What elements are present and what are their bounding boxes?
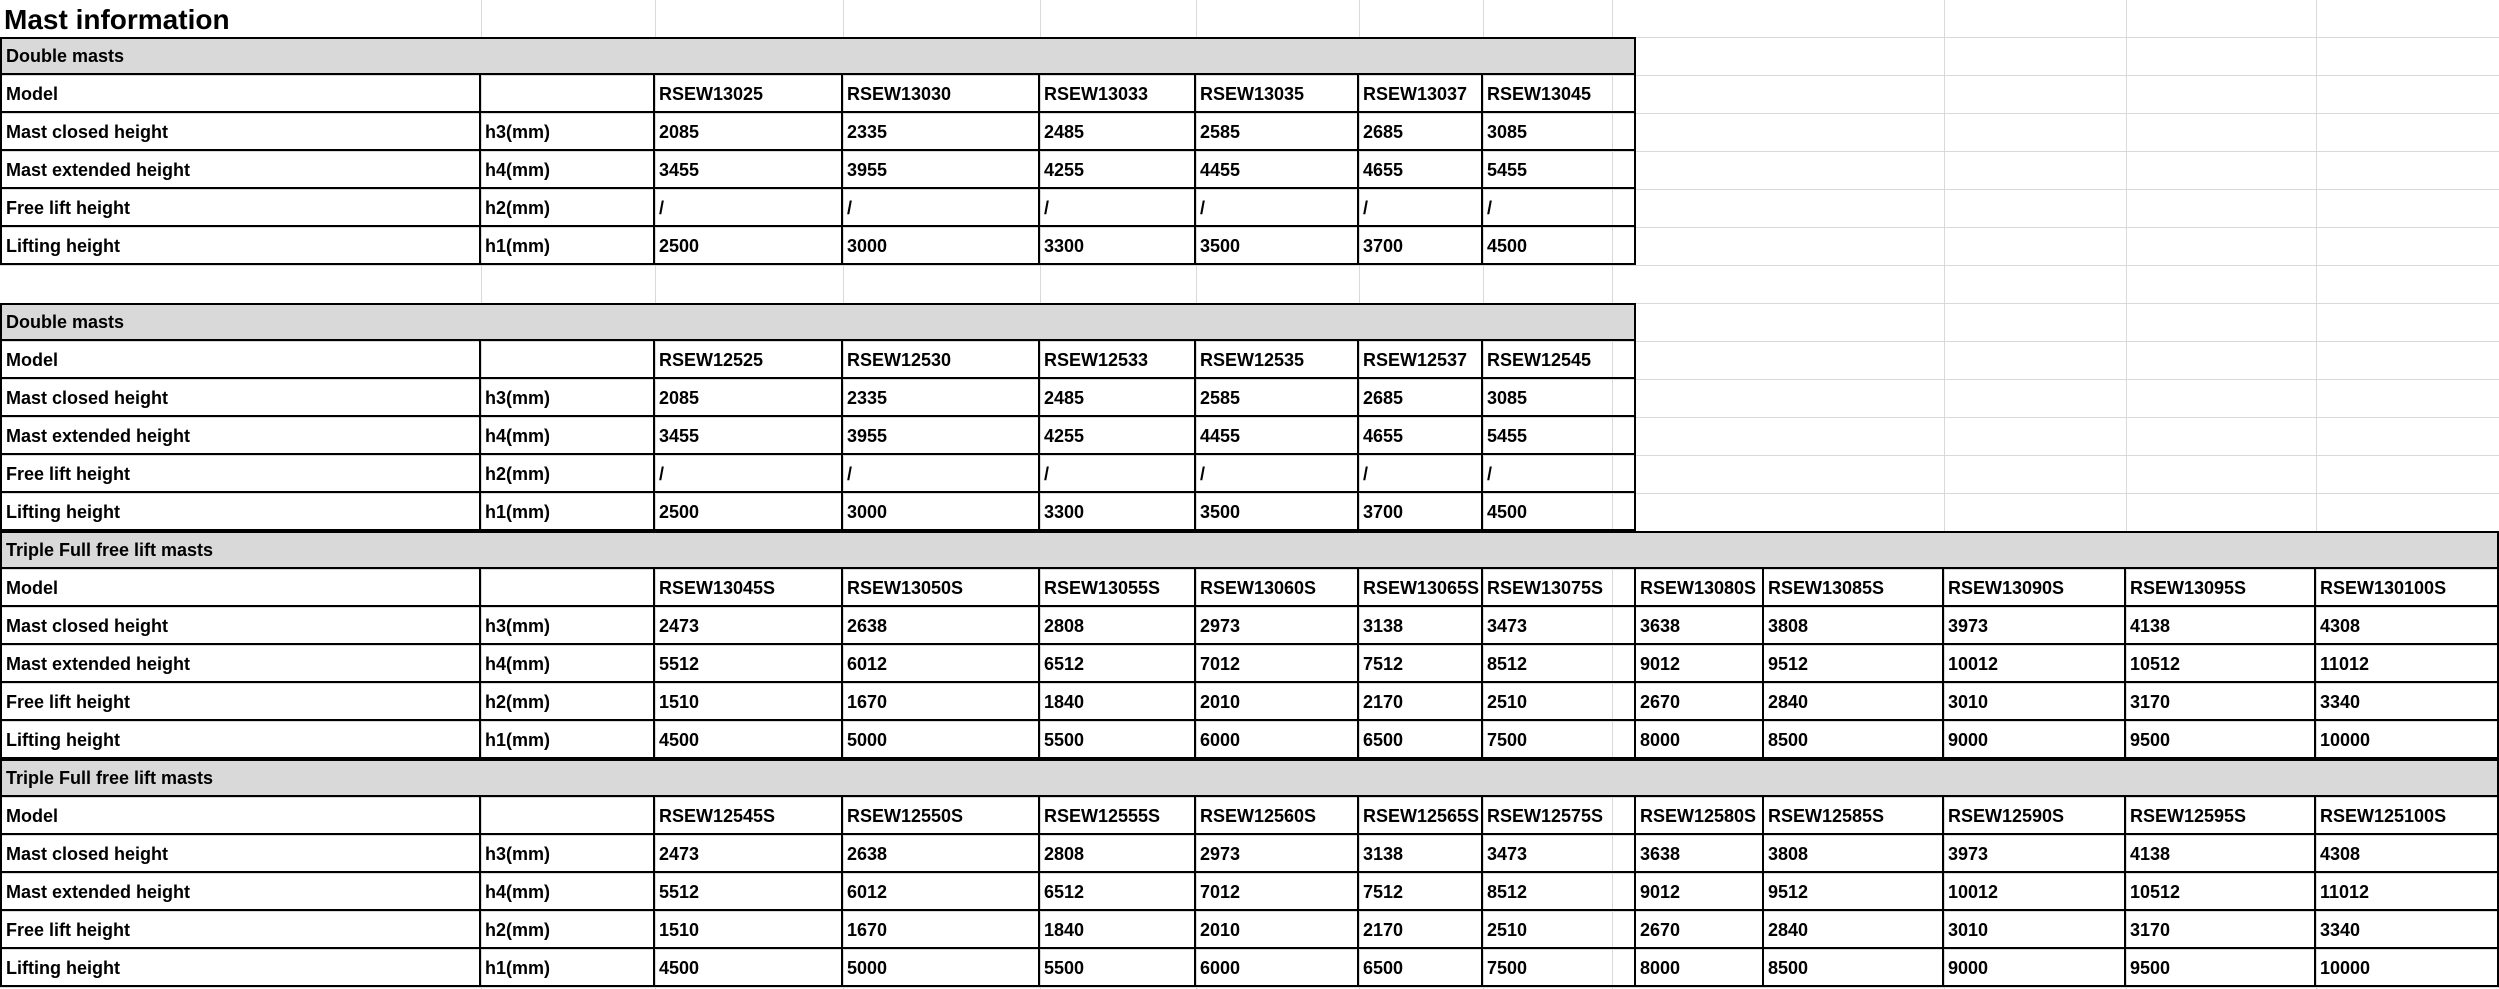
gridline-horizontal xyxy=(0,265,2499,266)
value-cell[interactable]: 3340 xyxy=(2316,911,2499,949)
value-cell[interactable]: 5512 xyxy=(655,873,843,911)
value-cell[interactable]: 10512 xyxy=(2126,873,2316,911)
row-label[interactable]: Mast extended height xyxy=(0,151,481,189)
value-cell[interactable]: 9000 xyxy=(1944,721,2126,759)
value-cell[interactable]: 4308 xyxy=(2316,835,2499,873)
model-header-cell[interactable]: RSEW13030 xyxy=(843,75,1040,113)
value-cell[interactable]: 2510 xyxy=(1483,683,1636,721)
model-header-cell[interactable]: RSEW13033 xyxy=(1040,75,1196,113)
model-header-cell[interactable]: RSEW12530 xyxy=(843,341,1040,379)
unit-symbol-cell[interactable]: h1(mm) xyxy=(481,949,655,987)
value-cell[interactable]: 3000 xyxy=(843,227,1040,265)
row-label[interactable]: Mast extended height xyxy=(0,873,481,911)
value-cell[interactable]: 6512 xyxy=(1040,645,1196,683)
value-cell[interactable]: 3700 xyxy=(1359,227,1483,265)
value-cell[interactable]: 7012 xyxy=(1196,645,1359,683)
value-cell[interactable]: 5000 xyxy=(843,721,1040,759)
row-label[interactable]: Free lift height xyxy=(0,911,481,949)
value-cell[interactable]: 11012 xyxy=(2316,873,2499,911)
value-cell[interactable]: 3000 xyxy=(843,493,1040,531)
unit-symbol-cell[interactable] xyxy=(481,75,655,113)
value-cell[interactable]: 4138 xyxy=(2126,607,2316,645)
row-label[interactable]: Lifting height xyxy=(0,227,481,265)
value-cell[interactable]: 3473 xyxy=(1483,607,1636,645)
row-label[interactable]: Mast closed height xyxy=(0,379,481,417)
value-cell[interactable]: 2638 xyxy=(843,835,1040,873)
value-cell[interactable]: / xyxy=(1359,455,1483,493)
value-cell[interactable]: 2973 xyxy=(1196,607,1359,645)
value-cell[interactable]: 2840 xyxy=(1764,911,1944,949)
value-cell[interactable]: 7500 xyxy=(1483,721,1636,759)
model-row-label[interactable]: Model xyxy=(0,797,481,835)
value-cell[interactable]: 1670 xyxy=(843,911,1040,949)
value-cell[interactable]: 10000 xyxy=(2316,949,2499,987)
value-cell[interactable]: 3455 xyxy=(655,417,843,455)
model-row-label[interactable]: Model xyxy=(0,341,481,379)
model-header-cell[interactable]: RSEW13090S xyxy=(1944,569,2126,607)
unit-symbol-cell[interactable]: h4(mm) xyxy=(481,151,655,189)
unit-symbol-cell[interactable]: h1(mm) xyxy=(481,227,655,265)
section-heading[interactable]: Double masts xyxy=(0,37,1636,75)
value-cell[interactable]: 3973 xyxy=(1944,607,2126,645)
value-cell[interactable]: 1510 xyxy=(655,911,843,949)
value-cell[interactable]: 5455 xyxy=(1483,417,1636,455)
model-header-cell[interactable]: RSEW130100S xyxy=(2316,569,2499,607)
model-row-label[interactable]: Model xyxy=(0,75,481,113)
value-cell[interactable]: 10512 xyxy=(2126,645,2316,683)
row-label[interactable]: Mast closed height xyxy=(0,607,481,645)
value-cell[interactable]: 9512 xyxy=(1764,645,1944,683)
value-cell[interactable]: 8500 xyxy=(1764,949,1944,987)
model-header-cell[interactable]: RSEW12535 xyxy=(1196,341,1359,379)
model-header-cell[interactable]: RSEW12537 xyxy=(1359,341,1483,379)
model-header-cell[interactable]: RSEW13025 xyxy=(655,75,843,113)
value-cell[interactable]: 7500 xyxy=(1483,949,1636,987)
value-cell[interactable]: 2840 xyxy=(1764,683,1944,721)
model-header-cell[interactable]: RSEW13037 xyxy=(1359,75,1483,113)
row-label[interactable]: Mast extended height xyxy=(0,645,481,683)
value-cell[interactable]: 3085 xyxy=(1483,379,1636,417)
row-label[interactable]: Free lift height xyxy=(0,683,481,721)
value-cell[interactable]: 6012 xyxy=(843,645,1040,683)
value-cell[interactable]: 3138 xyxy=(1359,607,1483,645)
value-cell[interactable]: / xyxy=(655,455,843,493)
model-header-cell[interactable]: RSEW12575S xyxy=(1483,797,1636,835)
value-cell[interactable]: / xyxy=(1196,455,1359,493)
value-cell[interactable]: 1510 xyxy=(655,683,843,721)
value-cell[interactable]: 2808 xyxy=(1040,835,1196,873)
value-cell[interactable]: 4255 xyxy=(1040,417,1196,455)
value-cell[interactable]: 2473 xyxy=(655,607,843,645)
value-cell[interactable]: 2500 xyxy=(655,227,843,265)
unit-symbol-cell[interactable] xyxy=(481,797,655,835)
model-header-cell[interactable]: RSEW13045S xyxy=(655,569,843,607)
value-cell[interactable]: 2510 xyxy=(1483,911,1636,949)
sheet-title[interactable]: Mast information xyxy=(4,4,230,35)
unit-symbol-cell[interactable]: h2(mm) xyxy=(481,683,655,721)
value-cell[interactable]: / xyxy=(843,455,1040,493)
value-cell[interactable]: 3638 xyxy=(1636,607,1764,645)
unit-symbol-cell[interactable]: h1(mm) xyxy=(481,493,655,531)
value-cell[interactable]: 3500 xyxy=(1196,493,1359,531)
value-cell[interactable]: / xyxy=(1040,189,1196,227)
value-cell[interactable]: 10000 xyxy=(2316,721,2499,759)
unit-symbol-cell[interactable]: h4(mm) xyxy=(481,417,655,455)
gridline-horizontal xyxy=(0,987,2499,988)
value-cell[interactable]: 2638 xyxy=(843,607,1040,645)
value-cell[interactable]: 7512 xyxy=(1359,873,1483,911)
model-header-cell[interactable]: RSEW13065S xyxy=(1359,569,1483,607)
value-cell[interactable]: 3955 xyxy=(843,151,1040,189)
value-cell[interactable]: 6512 xyxy=(1040,873,1196,911)
model-header-cell[interactable]: RSEW12585S xyxy=(1764,797,1944,835)
value-cell[interactable]: 3955 xyxy=(843,417,1040,455)
unit-symbol-cell[interactable]: h3(mm) xyxy=(481,835,655,873)
value-cell[interactable]: 10012 xyxy=(1944,645,2126,683)
value-cell[interactable]: / xyxy=(843,189,1040,227)
value-cell[interactable]: 2485 xyxy=(1040,379,1196,417)
model-header-cell[interactable]: RSEW12545S xyxy=(655,797,843,835)
value-cell[interactable]: 3808 xyxy=(1764,607,1944,645)
unit-symbol-cell[interactable]: h4(mm) xyxy=(481,873,655,911)
value-cell[interactable]: 3700 xyxy=(1359,493,1483,531)
value-cell[interactable]: 8000 xyxy=(1636,949,1764,987)
model-header-cell[interactable]: RSEW12525 xyxy=(655,341,843,379)
value-cell[interactable]: 4500 xyxy=(1483,227,1636,265)
value-cell[interactable]: 2010 xyxy=(1196,683,1359,721)
value-cell[interactable]: 2685 xyxy=(1359,379,1483,417)
value-cell[interactable]: 4455 xyxy=(1196,417,1359,455)
value-cell[interactable]: 2500 xyxy=(655,493,843,531)
value-cell[interactable]: 2485 xyxy=(1040,113,1196,151)
value-cell[interactable]: / xyxy=(655,189,843,227)
model-header-cell[interactable]: RSEW12580S xyxy=(1636,797,1764,835)
value-cell[interactable]: 4308 xyxy=(2316,607,2499,645)
value-cell[interactable]: / xyxy=(1483,455,1636,493)
model-header-cell[interactable]: RSEW13055S xyxy=(1040,569,1196,607)
value-cell[interactable]: 4500 xyxy=(655,949,843,987)
value-cell[interactable]: 1670 xyxy=(843,683,1040,721)
model-header-cell[interactable]: RSEW13080S xyxy=(1636,569,1764,607)
model-header-cell[interactable]: RSEW13085S xyxy=(1764,569,1944,607)
value-cell[interactable]: 3170 xyxy=(2126,683,2316,721)
value-cell[interactable]: / xyxy=(1483,189,1636,227)
value-cell[interactable]: / xyxy=(1196,189,1359,227)
unit-symbol-cell[interactable]: h3(mm) xyxy=(481,379,655,417)
row-label[interactable]: Lifting height xyxy=(0,721,481,759)
model-header-cell[interactable]: RSEW13045 xyxy=(1483,75,1636,113)
row-label[interactable]: Mast closed height xyxy=(0,113,481,151)
row-label[interactable]: Mast closed height xyxy=(0,835,481,873)
value-cell[interactable]: 6500 xyxy=(1359,721,1483,759)
value-cell[interactable]: 2170 xyxy=(1359,683,1483,721)
value-cell[interactable]: 3010 xyxy=(1944,911,2126,949)
section-heading[interactable]: Triple Full free lift masts xyxy=(0,759,2499,797)
value-cell[interactable]: 9500 xyxy=(2126,949,2316,987)
unit-symbol-cell[interactable] xyxy=(481,569,655,607)
value-cell[interactable]: 3808 xyxy=(1764,835,1944,873)
value-cell[interactable]: 4500 xyxy=(1483,493,1636,531)
value-cell[interactable]: 2585 xyxy=(1196,379,1359,417)
model-header-cell[interactable]: RSEW12595S xyxy=(2126,797,2316,835)
value-cell[interactable]: 8000 xyxy=(1636,721,1764,759)
value-cell[interactable]: 2085 xyxy=(655,113,843,151)
value-cell[interactable]: 3138 xyxy=(1359,835,1483,873)
value-cell[interactable]: / xyxy=(1359,189,1483,227)
value-cell[interactable]: 3300 xyxy=(1040,227,1196,265)
model-header-cell[interactable]: RSEW12550S xyxy=(843,797,1040,835)
value-cell[interactable]: 4500 xyxy=(655,721,843,759)
value-cell[interactable]: / xyxy=(1040,455,1196,493)
value-cell[interactable]: 2670 xyxy=(1636,683,1764,721)
row-label[interactable]: Lifting height xyxy=(0,493,481,531)
value-cell[interactable]: 6000 xyxy=(1196,721,1359,759)
model-header-cell[interactable]: RSEW12545 xyxy=(1483,341,1636,379)
value-cell[interactable]: 2335 xyxy=(843,113,1040,151)
value-cell[interactable]: 9012 xyxy=(1636,873,1764,911)
row-label[interactable]: Lifting height xyxy=(0,949,481,987)
value-cell[interactable]: 9500 xyxy=(2126,721,2316,759)
value-cell[interactable]: 6000 xyxy=(1196,949,1359,987)
unit-symbol-cell[interactable]: h3(mm) xyxy=(481,607,655,645)
value-cell[interactable]: 3973 xyxy=(1944,835,2126,873)
unit-symbol-cell[interactable]: h3(mm) xyxy=(481,113,655,151)
value-cell[interactable]: 8500 xyxy=(1764,721,1944,759)
value-cell[interactable]: 5500 xyxy=(1040,721,1196,759)
unit-symbol-cell[interactable] xyxy=(481,341,655,379)
model-header-cell[interactable]: RSEW13075S xyxy=(1483,569,1636,607)
value-cell[interactable]: 2335 xyxy=(843,379,1040,417)
value-cell[interactable]: 3085 xyxy=(1483,113,1636,151)
value-cell[interactable]: 4138 xyxy=(2126,835,2316,873)
value-cell[interactable]: 2973 xyxy=(1196,835,1359,873)
value-cell[interactable]: 3010 xyxy=(1944,683,2126,721)
value-cell[interactable]: 4255 xyxy=(1040,151,1196,189)
value-cell[interactable]: 6500 xyxy=(1359,949,1483,987)
value-cell[interactable]: 2085 xyxy=(655,379,843,417)
value-cell[interactable]: 3340 xyxy=(2316,683,2499,721)
value-cell[interactable]: 1840 xyxy=(1040,683,1196,721)
value-cell[interactable]: 9512 xyxy=(1764,873,1944,911)
value-cell[interactable]: 5500 xyxy=(1040,949,1196,987)
model-header-cell[interactable]: RSEW12590S xyxy=(1944,797,2126,835)
value-cell[interactable]: 2808 xyxy=(1040,607,1196,645)
value-cell[interactable]: 3170 xyxy=(2126,911,2316,949)
value-cell[interactable]: 9000 xyxy=(1944,949,2126,987)
value-cell[interactable]: 3455 xyxy=(655,151,843,189)
model-header-cell[interactable]: RSEW13060S xyxy=(1196,569,1359,607)
unit-symbol-cell[interactable]: h1(mm) xyxy=(481,721,655,759)
row-label[interactable]: Free lift height xyxy=(0,189,481,227)
value-cell[interactable]: 8512 xyxy=(1483,645,1636,683)
unit-symbol-cell[interactable]: h2(mm) xyxy=(481,455,655,493)
unit-symbol-cell[interactable]: h2(mm) xyxy=(481,911,655,949)
model-header-cell[interactable]: RSEW12565S xyxy=(1359,797,1483,835)
model-header-cell[interactable]: RSEW13095S xyxy=(2126,569,2316,607)
value-cell[interactable]: 2585 xyxy=(1196,113,1359,151)
value-cell[interactable]: 9012 xyxy=(1636,645,1764,683)
value-cell[interactable]: 4455 xyxy=(1196,151,1359,189)
model-row-label[interactable]: Model xyxy=(0,569,481,607)
model-header-cell[interactable]: RSEW12560S xyxy=(1196,797,1359,835)
value-cell[interactable]: 7512 xyxy=(1359,645,1483,683)
value-cell[interactable]: 2670 xyxy=(1636,911,1764,949)
model-header-cell[interactable]: RSEW125100S xyxy=(2316,797,2499,835)
value-cell[interactable]: 2170 xyxy=(1359,911,1483,949)
value-cell[interactable]: 2010 xyxy=(1196,911,1359,949)
value-cell[interactable]: 11012 xyxy=(2316,645,2499,683)
value-cell[interactable]: 5455 xyxy=(1483,151,1636,189)
value-cell[interactable]: 3638 xyxy=(1636,835,1764,873)
row-label[interactable]: Mast extended height xyxy=(0,417,481,455)
unit-symbol-cell[interactable]: h4(mm) xyxy=(481,645,655,683)
section-heading[interactable]: Double masts xyxy=(0,303,1636,341)
value-cell[interactable]: 5512 xyxy=(655,645,843,683)
value-cell[interactable]: 6012 xyxy=(843,873,1040,911)
unit-symbol-cell[interactable]: h2(mm) xyxy=(481,189,655,227)
model-header-cell[interactable]: RSEW12555S xyxy=(1040,797,1196,835)
value-cell[interactable]: 4655 xyxy=(1359,417,1483,455)
section-heading[interactable]: Triple Full free lift masts xyxy=(0,531,2499,569)
value-cell[interactable]: 8512 xyxy=(1483,873,1636,911)
value-cell[interactable]: 3300 xyxy=(1040,493,1196,531)
model-header-cell[interactable]: RSEW13035 xyxy=(1196,75,1359,113)
value-cell[interactable]: 3500 xyxy=(1196,227,1359,265)
value-cell[interactable]: 2473 xyxy=(655,835,843,873)
model-header-cell[interactable]: RSEW13050S xyxy=(843,569,1040,607)
value-cell[interactable]: 7012 xyxy=(1196,873,1359,911)
value-cell[interactable]: 10012 xyxy=(1944,873,2126,911)
row-label[interactable]: Free lift height xyxy=(0,455,481,493)
value-cell[interactable]: 2685 xyxy=(1359,113,1483,151)
value-cell[interactable]: 5000 xyxy=(843,949,1040,987)
value-cell[interactable]: 1840 xyxy=(1040,911,1196,949)
value-cell[interactable]: 3473 xyxy=(1483,835,1636,873)
model-header-cell[interactable]: RSEW12533 xyxy=(1040,341,1196,379)
value-cell[interactable]: 4655 xyxy=(1359,151,1483,189)
